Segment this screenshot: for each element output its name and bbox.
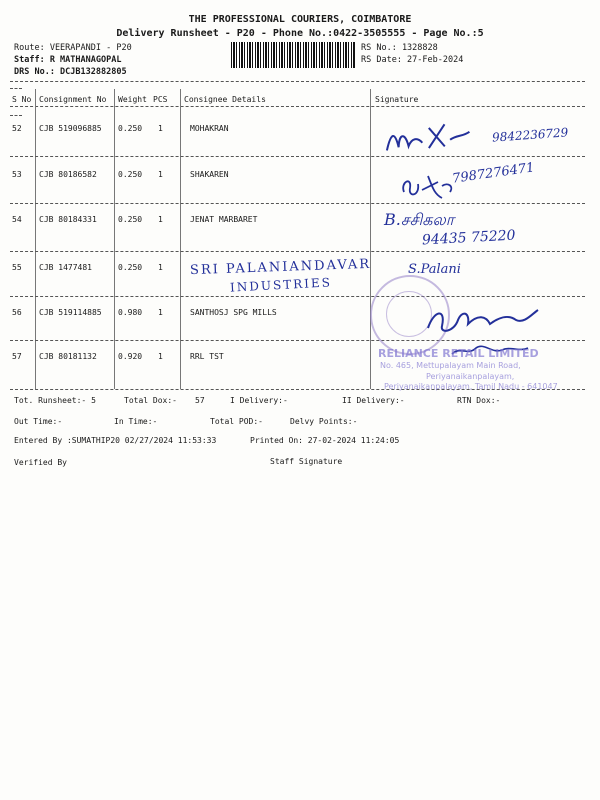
- col-weight-header: Weight: [118, 95, 147, 104]
- col-sno-header: S No: [12, 95, 32, 104]
- row-weight: 0.250: [118, 170, 143, 179]
- row-sno: 55: [12, 263, 22, 272]
- col-consignment-header: Consignment No: [39, 95, 107, 104]
- signature-56: [424, 302, 544, 342]
- row-pcs: 1: [158, 308, 163, 317]
- row-details: RRL TST: [190, 352, 224, 361]
- signature-52-phone: 9842236729: [491, 125, 569, 145]
- rtn-dox: RTN Dox:-: [457, 396, 501, 405]
- company-name: THE PROFESSIONAL COURIERS, COIMBATORE: [188, 14, 412, 25]
- row-consignment: CJB 80184331: [39, 215, 97, 224]
- signature-53: [398, 172, 458, 206]
- total-dox-label: Total Dox:-: [124, 396, 177, 405]
- signature-55-name: S.Palani: [408, 262, 461, 277]
- stamp-line-1: RELIANCE RETAIL LIMITED: [378, 347, 539, 360]
- row-details: SANTHOSJ SPG MILLS: [190, 308, 277, 317]
- route-label: Route: VEERAPANDI - P20: [14, 43, 132, 53]
- divider: [10, 115, 22, 116]
- in-time: In Time:-: [114, 417, 158, 426]
- signature-52: [382, 117, 475, 161]
- column-line: [114, 89, 115, 389]
- stamp-line-2: No. 465, Mettupalayam Main Road,: [380, 361, 521, 370]
- column-line: [35, 89, 36, 389]
- total-pod: Total POD:-: [210, 417, 263, 426]
- drs-label: DRS No.: DCJB132882805: [14, 67, 127, 77]
- row-sno: 54: [12, 215, 22, 224]
- divider: [10, 106, 585, 107]
- column-line: [370, 89, 371, 389]
- staff-label: Staff: R MATHANAGOPAL: [14, 55, 122, 65]
- row-weight: 0.250: [118, 124, 143, 133]
- col-pcs-header: PCS: [153, 95, 168, 104]
- row-pcs: 1: [158, 215, 163, 224]
- total-dox-value: 57: [195, 396, 205, 405]
- ii-delivery: II Delivery:-: [342, 396, 405, 405]
- divider: [10, 203, 585, 204]
- signature-55-company-2: INDUSTRIES: [229, 275, 333, 295]
- row-weight: 0.250: [118, 263, 143, 272]
- barcode: [231, 42, 355, 68]
- rs-number: RS No.: 1328828: [361, 43, 438, 53]
- divider: [10, 251, 585, 252]
- signature-53-phone: 7987276471: [451, 160, 536, 187]
- printed-on: Printed On: 27-02-2024 11:24:05: [250, 436, 400, 445]
- row-consignment: CJB 1477481: [39, 263, 92, 272]
- verified-by: Verified By: [14, 458, 67, 467]
- row-pcs: 1: [158, 170, 163, 179]
- signature-54-phone: 94435 75220: [421, 227, 516, 249]
- row-pcs: 1: [158, 352, 163, 361]
- row-consignment: CJB 519096885: [39, 124, 102, 133]
- out-time: Out Time:-: [14, 417, 63, 426]
- row-consignment: CJB 80186582: [39, 170, 97, 179]
- i-delivery: I Delivery:-: [230, 396, 288, 405]
- row-consignment: CJB 519114885: [39, 308, 102, 317]
- row-weight: 0.980: [118, 308, 143, 317]
- row-details: SHAKAREN: [190, 170, 229, 179]
- total-runsheet: Tot. Runsheet:- 5: [14, 396, 96, 405]
- row-details: JENAT MARBARET: [190, 215, 258, 224]
- col-details-header: Consignee Details: [184, 95, 266, 104]
- column-line: [180, 89, 181, 389]
- row-sno: 57: [12, 352, 22, 361]
- row-consignment: CJB 80181132: [39, 352, 97, 361]
- stamp-line-4: Periyanaikanpalayam, Tamil Nadu - 641047: [384, 382, 558, 391]
- divider: [10, 88, 22, 89]
- row-pcs: 1: [158, 124, 163, 133]
- row-weight: 0.250: [118, 215, 143, 224]
- delvy-points: Delvy Points:-: [290, 417, 358, 426]
- col-signature-header: Signature: [375, 95, 419, 104]
- runsheet-subtitle: Delivery Runsheet - P20 - Phone No.:0422-3505555 - Page No.:5: [116, 28, 484, 39]
- rs-date: RS Date: 27-Feb-2024: [361, 55, 464, 65]
- divider: [10, 296, 585, 297]
- row-pcs: 1: [158, 263, 163, 272]
- staff-signature: Staff Signature: [270, 457, 343, 466]
- entered-by: Entered By :SUMATHIP20 02/27/2024 11:53:33: [14, 436, 217, 445]
- divider: [10, 81, 585, 82]
- row-details: MOHAKRAN: [190, 124, 229, 133]
- signature-54-name: B.சசிகலா: [384, 210, 455, 229]
- row-sno: 56: [12, 308, 22, 317]
- stamp-line-3: Periyanaikanpalayam,: [426, 372, 515, 381]
- row-sno: 53: [12, 170, 22, 179]
- divider: [10, 156, 585, 157]
- row-weight: 0.920: [118, 352, 143, 361]
- row-sno: 52: [12, 124, 22, 133]
- signature-55-company: SRI PALANIANDAVAR: [189, 256, 372, 279]
